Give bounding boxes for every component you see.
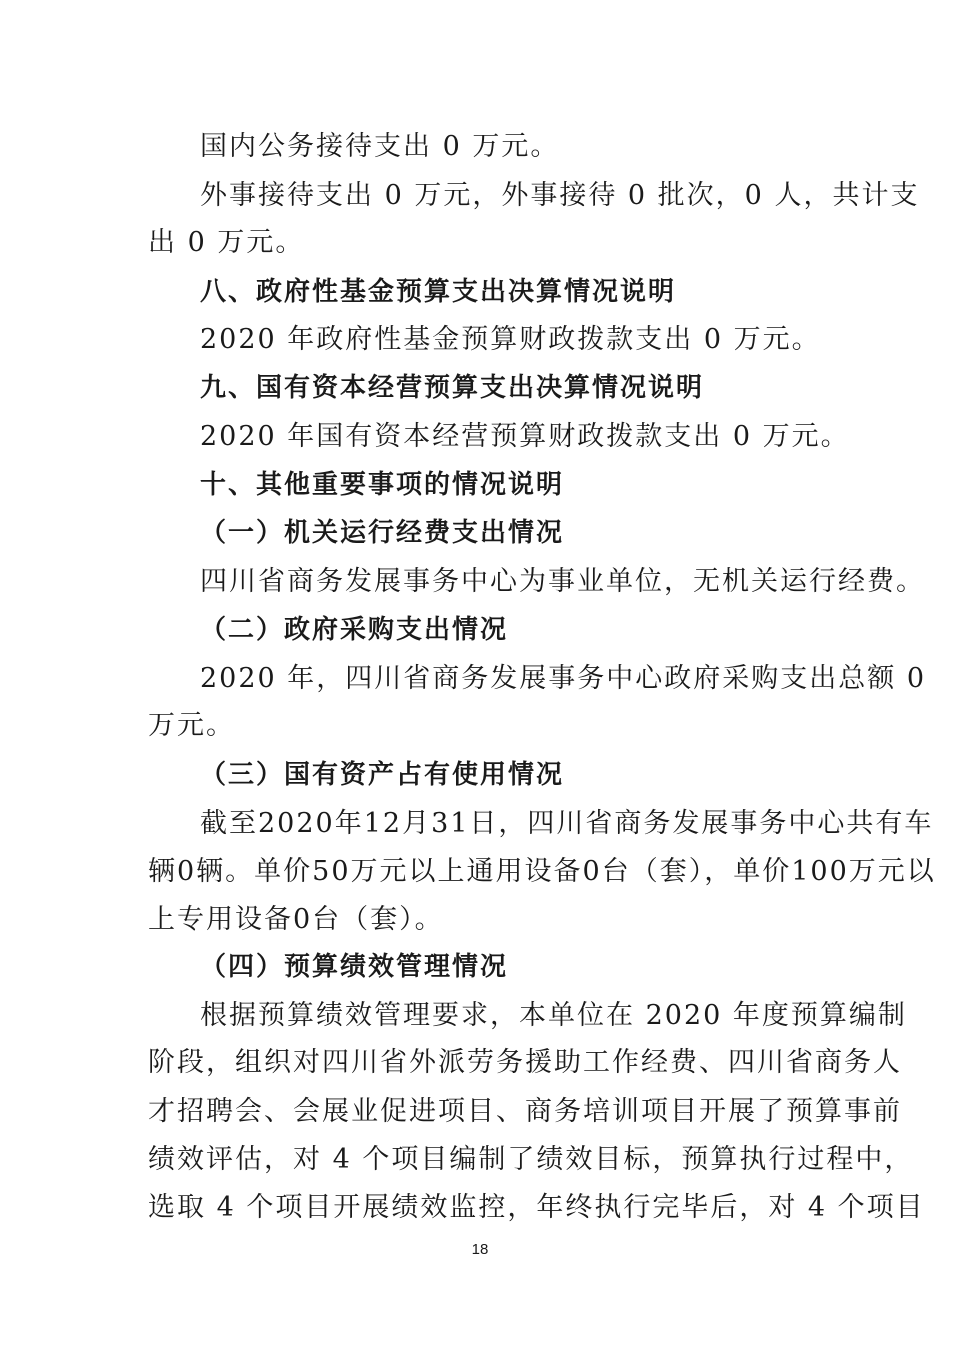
section-heading: 十、其他重要事项的情况说明 — [200, 470, 565, 500]
text-line: 才招聘会、会展业促进项目、商务培训项目开展了预算事前 — [148, 1096, 902, 1127]
page-number: 18 — [471, 1241, 489, 1258]
subsection-heading: （四）预算绩效管理情况 — [200, 952, 509, 982]
text-line: 国内公务接待支出 0 万元。 — [200, 131, 560, 162]
text-line: 根据预算绩效管理要求，本单位在 2020 年度预算编制 — [200, 1000, 907, 1031]
section-heading: 九、国有资本经营预算支出决算情况说明 — [200, 373, 705, 403]
text-line: 截至2020年12月31日，四川省商务发展事务中心共有车 — [200, 808, 934, 839]
text-line: 绩效评估，对 4 个项目编制了绩效目标，预算执行过程中， — [148, 1144, 914, 1175]
text-line: 选取 4 个项目开展绩效监控，年终执行完毕后，对 4 个项目 — [148, 1192, 925, 1223]
text-line: 2020 年国有资本经营预算财政拨款支出 0 万元。 — [200, 421, 850, 452]
text-line: 辆0辆。单价50万元以上通用设备0台（套），单价100万元以 — [148, 856, 936, 887]
section-heading: 八、政府性基金预算支出决算情况说明 — [200, 277, 677, 307]
text-line: 上专用设备0台（套）。 — [148, 904, 444, 935]
subsection-heading: （二）政府采购支出情况 — [200, 615, 509, 645]
text-line: 外事接待支出 0 万元，外事接待 0 批次，0 人，共计支 — [200, 180, 920, 211]
text-line: 四川省商务发展事务中心为事业单位，无机关运行经费。 — [200, 566, 925, 597]
text-line: 万元。 — [148, 710, 235, 741]
text-line: 阶段，组织对四川省外派劳务援助工作经费、四川省商务人 — [148, 1047, 902, 1078]
text-line: 2020 年，四川省商务发展事务中心政府采购支出总额 0 — [200, 663, 927, 694]
subsection-heading: （一）机关运行经费支出情况 — [200, 518, 565, 548]
subsection-heading: （三）国有资产占有使用情况 — [200, 760, 565, 790]
text-line: 出 0 万元。 — [148, 227, 305, 258]
text-line: 2020 年政府性基金预算财政拨款支出 0 万元。 — [200, 324, 821, 355]
